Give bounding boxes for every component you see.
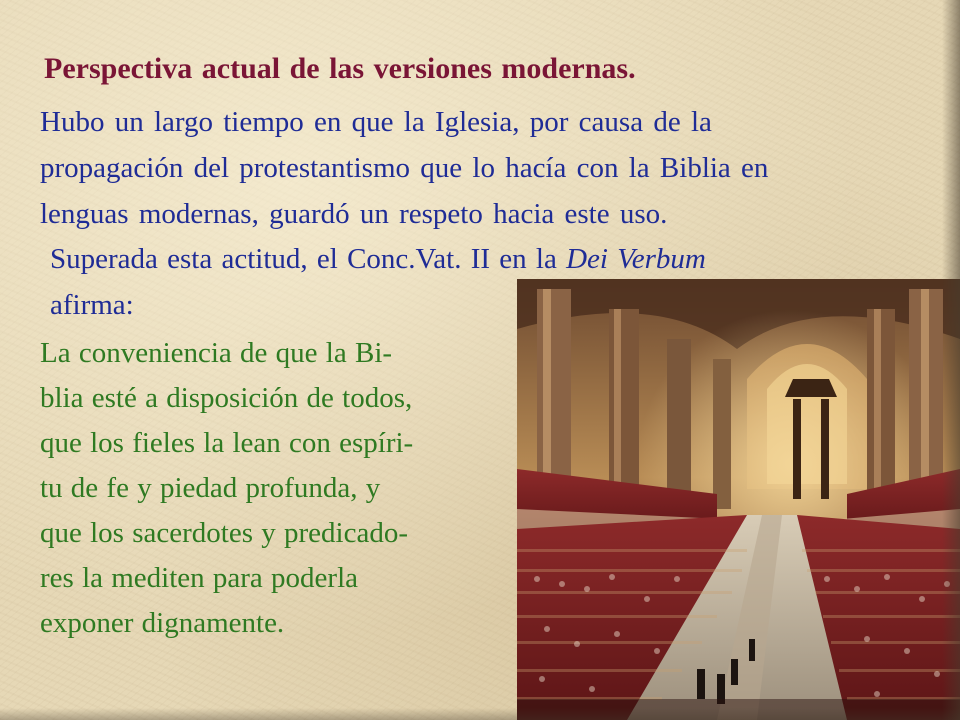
quote-paragraph — [40, 331, 520, 646]
quote-line: que los sacerdotes y predicado- — [40, 517, 408, 549]
council-line: afirma: — [50, 289, 134, 321]
slide-title: Perspectiva actual de las versiones modernas. — [44, 52, 636, 85]
council-photo — [517, 279, 960, 720]
intro-paragraph — [40, 99, 950, 237]
document-name: Dei Verbum — [566, 243, 706, 275]
quote-line: exponer dignamente. — [40, 607, 285, 639]
council-line-text: Superada esta actitud, el Conc.Vat. II en la — [50, 243, 567, 275]
quote-line: La conveniencia de que la Bi- — [40, 337, 393, 369]
intro-line: propagación del protestantismo que lo hacía con la Biblia en — [40, 152, 769, 184]
quote-line: res la mediten para poderla — [40, 562, 359, 594]
page-bottom-shadow — [0, 708, 960, 720]
intro-line: Hubo un largo tiempo en que la Iglesia, por causa de la — [40, 106, 712, 138]
quote-line: blia esté a disposición de todos, — [40, 382, 413, 414]
intro-line: lenguas modernas, guardó un respeto hacia este uso. — [40, 198, 668, 230]
page-edge-shadow — [942, 0, 960, 720]
council-line — [50, 236, 890, 282]
quote-line: que los fieles la lean con espíri- — [40, 427, 414, 459]
quote-line: tu de fe y piedad profunda, y — [40, 472, 381, 504]
